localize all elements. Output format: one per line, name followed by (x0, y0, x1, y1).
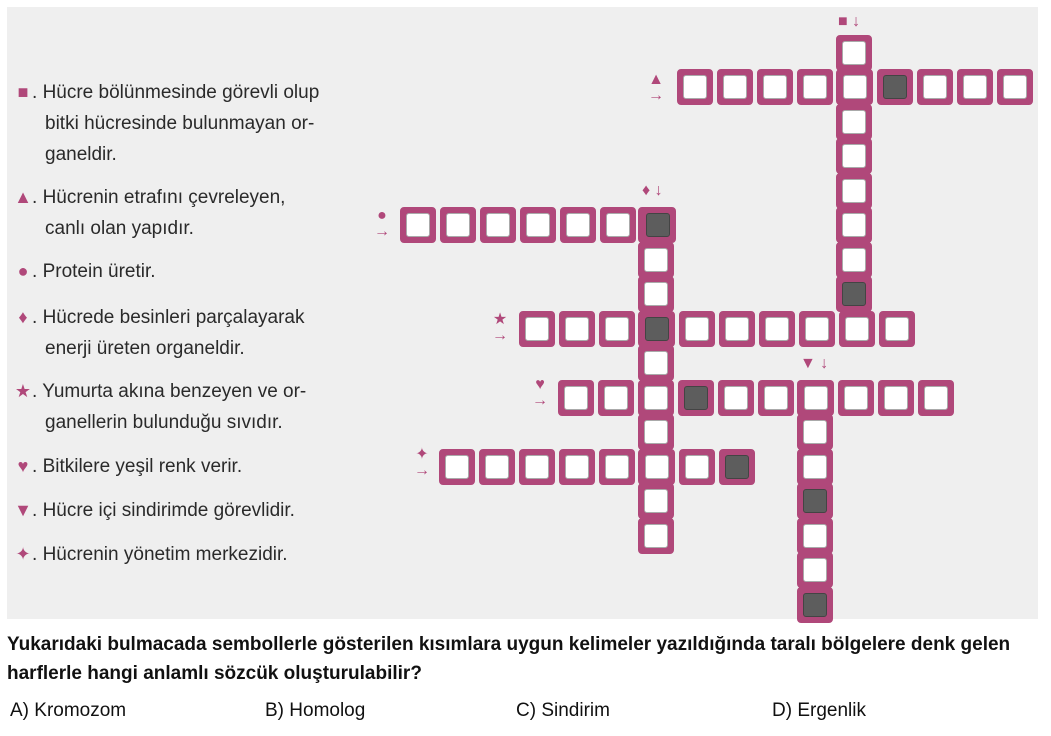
arrow-right-icon: → (492, 327, 508, 344)
clue-line (14, 108, 364, 139)
arrow-right-icon: → (532, 392, 548, 409)
clue-text: Hücrenin etrafını çevreleyen, (42, 187, 286, 208)
crossword-cell[interactable] (638, 380, 674, 416)
clue-circle (14, 256, 364, 287)
clue-line (14, 407, 364, 438)
crossword-cell[interactable] (836, 35, 872, 71)
crossword-cell[interactable] (638, 414, 674, 450)
crossword-cell[interactable] (600, 207, 636, 243)
crossword-cell[interactable] (918, 380, 954, 416)
shaded-cell[interactable] (836, 276, 872, 312)
arrow-down-icon: ↓ (654, 182, 663, 199)
clue-square (14, 77, 364, 170)
shaded-cell[interactable] (678, 380, 714, 416)
crossword-cell[interactable] (559, 311, 595, 347)
diamond-icon: ♦ (18, 307, 28, 327)
arrow-right-icon: → (414, 462, 430, 479)
star-icon: ★ (492, 311, 508, 328)
down-triangle-icon: ▼ (800, 355, 816, 372)
shaded-cell[interactable] (877, 69, 913, 105)
clue-down-triangle (14, 495, 364, 526)
marker-heart (532, 377, 548, 409)
triangle-icon: ▲ (14, 187, 32, 207)
crossword-cell[interactable] (836, 207, 872, 243)
crossword-cell[interactable] (639, 449, 675, 485)
crossword-cell[interactable] (440, 207, 476, 243)
clue-line (14, 213, 364, 244)
clue-line: ▼. Hücre içi sindirimde görevlidir. (14, 495, 364, 526)
heart-icon: ♥ (17, 456, 29, 476)
crossword-cell[interactable] (638, 345, 674, 381)
crossword-cell[interactable] (638, 483, 674, 519)
crossword-cell[interactable] (677, 69, 713, 105)
option-d[interactable]: D) Ergenlik (772, 700, 866, 721)
crossword-cell[interactable] (879, 311, 915, 347)
marker-triangle (648, 72, 664, 104)
crossword-cell[interactable] (480, 207, 516, 243)
down-triangle-icon: ▼ (14, 500, 32, 520)
square-icon: ■ (17, 82, 29, 102)
crossword-cell[interactable] (400, 207, 436, 243)
crossword-cell[interactable] (519, 449, 555, 485)
clue-text: enerji üreten organeldir. (45, 338, 245, 359)
clue-text: Yumurta akına benzeyen ve or- (42, 381, 307, 402)
arrow-right-icon: → (374, 223, 390, 240)
heart-icon: ♥ (535, 376, 545, 393)
clue-text: bitki hücresinde bulunmayan or- (45, 113, 315, 134)
crossword-cell[interactable] (679, 449, 715, 485)
clue-line (14, 333, 364, 364)
crossword-cell[interactable] (718, 380, 754, 416)
crossword-cell[interactable] (836, 104, 872, 140)
star-icon: ★ (14, 381, 32, 401)
crossword-cell[interactable] (836, 173, 872, 209)
marker-square (838, 14, 860, 30)
clue-four-point-star (14, 539, 364, 570)
clue-star (14, 376, 364, 438)
crossword-cell[interactable] (837, 69, 873, 105)
crossword-cell[interactable] (797, 552, 833, 588)
crossword-cell[interactable] (798, 380, 834, 416)
crossword-cell[interactable] (558, 380, 594, 416)
crossword-cell[interactable] (878, 380, 914, 416)
clue-heart (14, 451, 364, 482)
crossword-cell[interactable] (797, 518, 833, 554)
crossword-cell[interactable] (836, 242, 872, 278)
clue-diamond (14, 302, 364, 364)
crossword-cell[interactable] (836, 138, 872, 174)
shaded-cell[interactable] (719, 449, 755, 485)
clue-text: Hücrede besinleri parçalayarak (42, 307, 305, 328)
shaded-cell[interactable] (640, 207, 676, 243)
clue-line: ● . Protein üretir. (14, 256, 364, 287)
shaded-cell[interactable] (797, 483, 833, 519)
clue-text: canlı olan yapıdır. (45, 218, 194, 239)
clue-text: Hücrenin yönetim merkezidir. (42, 544, 288, 565)
clue-text: ganellerin bulunduğu sıvıdır. (45, 412, 283, 433)
crossword-cell[interactable] (560, 207, 596, 243)
arrow-down-icon: ↓ (820, 355, 829, 372)
crossword-cell[interactable] (519, 311, 555, 347)
crossword-cell[interactable] (717, 69, 753, 105)
clue-line: ★. Yumurta akına benzeyen ve or- (14, 376, 364, 407)
shaded-cell[interactable] (797, 587, 833, 623)
crossword-cell[interactable] (757, 69, 793, 105)
circle-icon: ● (377, 207, 387, 224)
crossword-cell[interactable] (797, 449, 833, 485)
crossword-cell[interactable] (957, 69, 993, 105)
crossword-cell[interactable] (997, 69, 1033, 105)
circle-icon: ● (17, 261, 29, 281)
clue-line: ♥ . Bitkilere yeşil renk verir. (14, 451, 364, 482)
clue-line: ■ . Hücre bölünmesinde görevli olup (14, 77, 364, 108)
crossword-cell[interactable] (638, 518, 674, 554)
clue-text: Protein üretir. (42, 261, 156, 282)
crossword-cell[interactable] (759, 311, 795, 347)
crossword-cell[interactable] (799, 311, 835, 347)
crossword-cell[interactable] (797, 414, 833, 450)
marker-circle (374, 208, 390, 240)
clue-line (14, 139, 364, 170)
crossword-cell[interactable] (559, 449, 595, 485)
crossword-cell[interactable] (838, 380, 874, 416)
arrow-down-icon: ↓ (852, 13, 861, 30)
clue-line: ♦ . Hücrede besinleri parçalayarak (14, 302, 364, 333)
crossword-cell[interactable] (679, 311, 715, 347)
crossword-cell[interactable] (520, 207, 556, 243)
crossword-cell[interactable] (839, 311, 875, 347)
option-c[interactable]: C) Sindirim (516, 700, 610, 721)
crossword-cell[interactable] (758, 380, 794, 416)
crossword-cell[interactable] (638, 276, 674, 312)
crossword-cell[interactable] (917, 69, 953, 105)
square-icon: ■ (838, 13, 848, 30)
clue-text: Hücre içi sindirimde görevlidir. (42, 500, 295, 521)
clue-triangle (14, 182, 364, 244)
clue-text: Hücre bölünmesinde görevli olup (42, 82, 320, 103)
crossword-cell[interactable] (599, 449, 635, 485)
question-text: Yukarıdaki bulmacada sembollerle gösterilen kısımlara uygun kelimeler yazıldığında taralı bölgelere denk gelen harflerle hangi anlamlı sözcük oluşturulabilir? (7, 634, 1011, 684)
marker-four-point-star (414, 447, 430, 479)
clue-text: Bitkilere yeşil renk verir. (42, 456, 243, 477)
crossword-cell[interactable] (439, 449, 475, 485)
marker-star (492, 312, 508, 344)
crossword-cell[interactable] (599, 311, 635, 347)
option-b[interactable]: B) Homolog (265, 700, 366, 721)
clue-line: ▲. Hücrenin etrafını çevreleyen, (14, 182, 364, 213)
crossword-cell[interactable] (638, 242, 674, 278)
four-point-star-icon: ✦ (15, 544, 31, 564)
clue-text: ganeldir. (45, 144, 117, 165)
crossword-cell[interactable] (719, 311, 755, 347)
clue-line: ✦. Hücrenin yönetim merkezidir. (14, 539, 364, 570)
crossword-cell[interactable] (479, 449, 515, 485)
crossword-cell[interactable] (797, 69, 833, 105)
marker-diamond (642, 183, 663, 199)
triangle-icon: ▲ (648, 71, 664, 88)
four-point-star-icon: ✦ (415, 446, 429, 463)
diamond-icon: ♦ (642, 182, 651, 199)
marker-down-triangle (800, 356, 828, 372)
shaded-cell[interactable] (639, 311, 675, 347)
option-a[interactable]: A) Kromozom (10, 700, 127, 721)
crossword-cell[interactable] (598, 380, 634, 416)
arrow-right-icon: → (648, 87, 664, 104)
